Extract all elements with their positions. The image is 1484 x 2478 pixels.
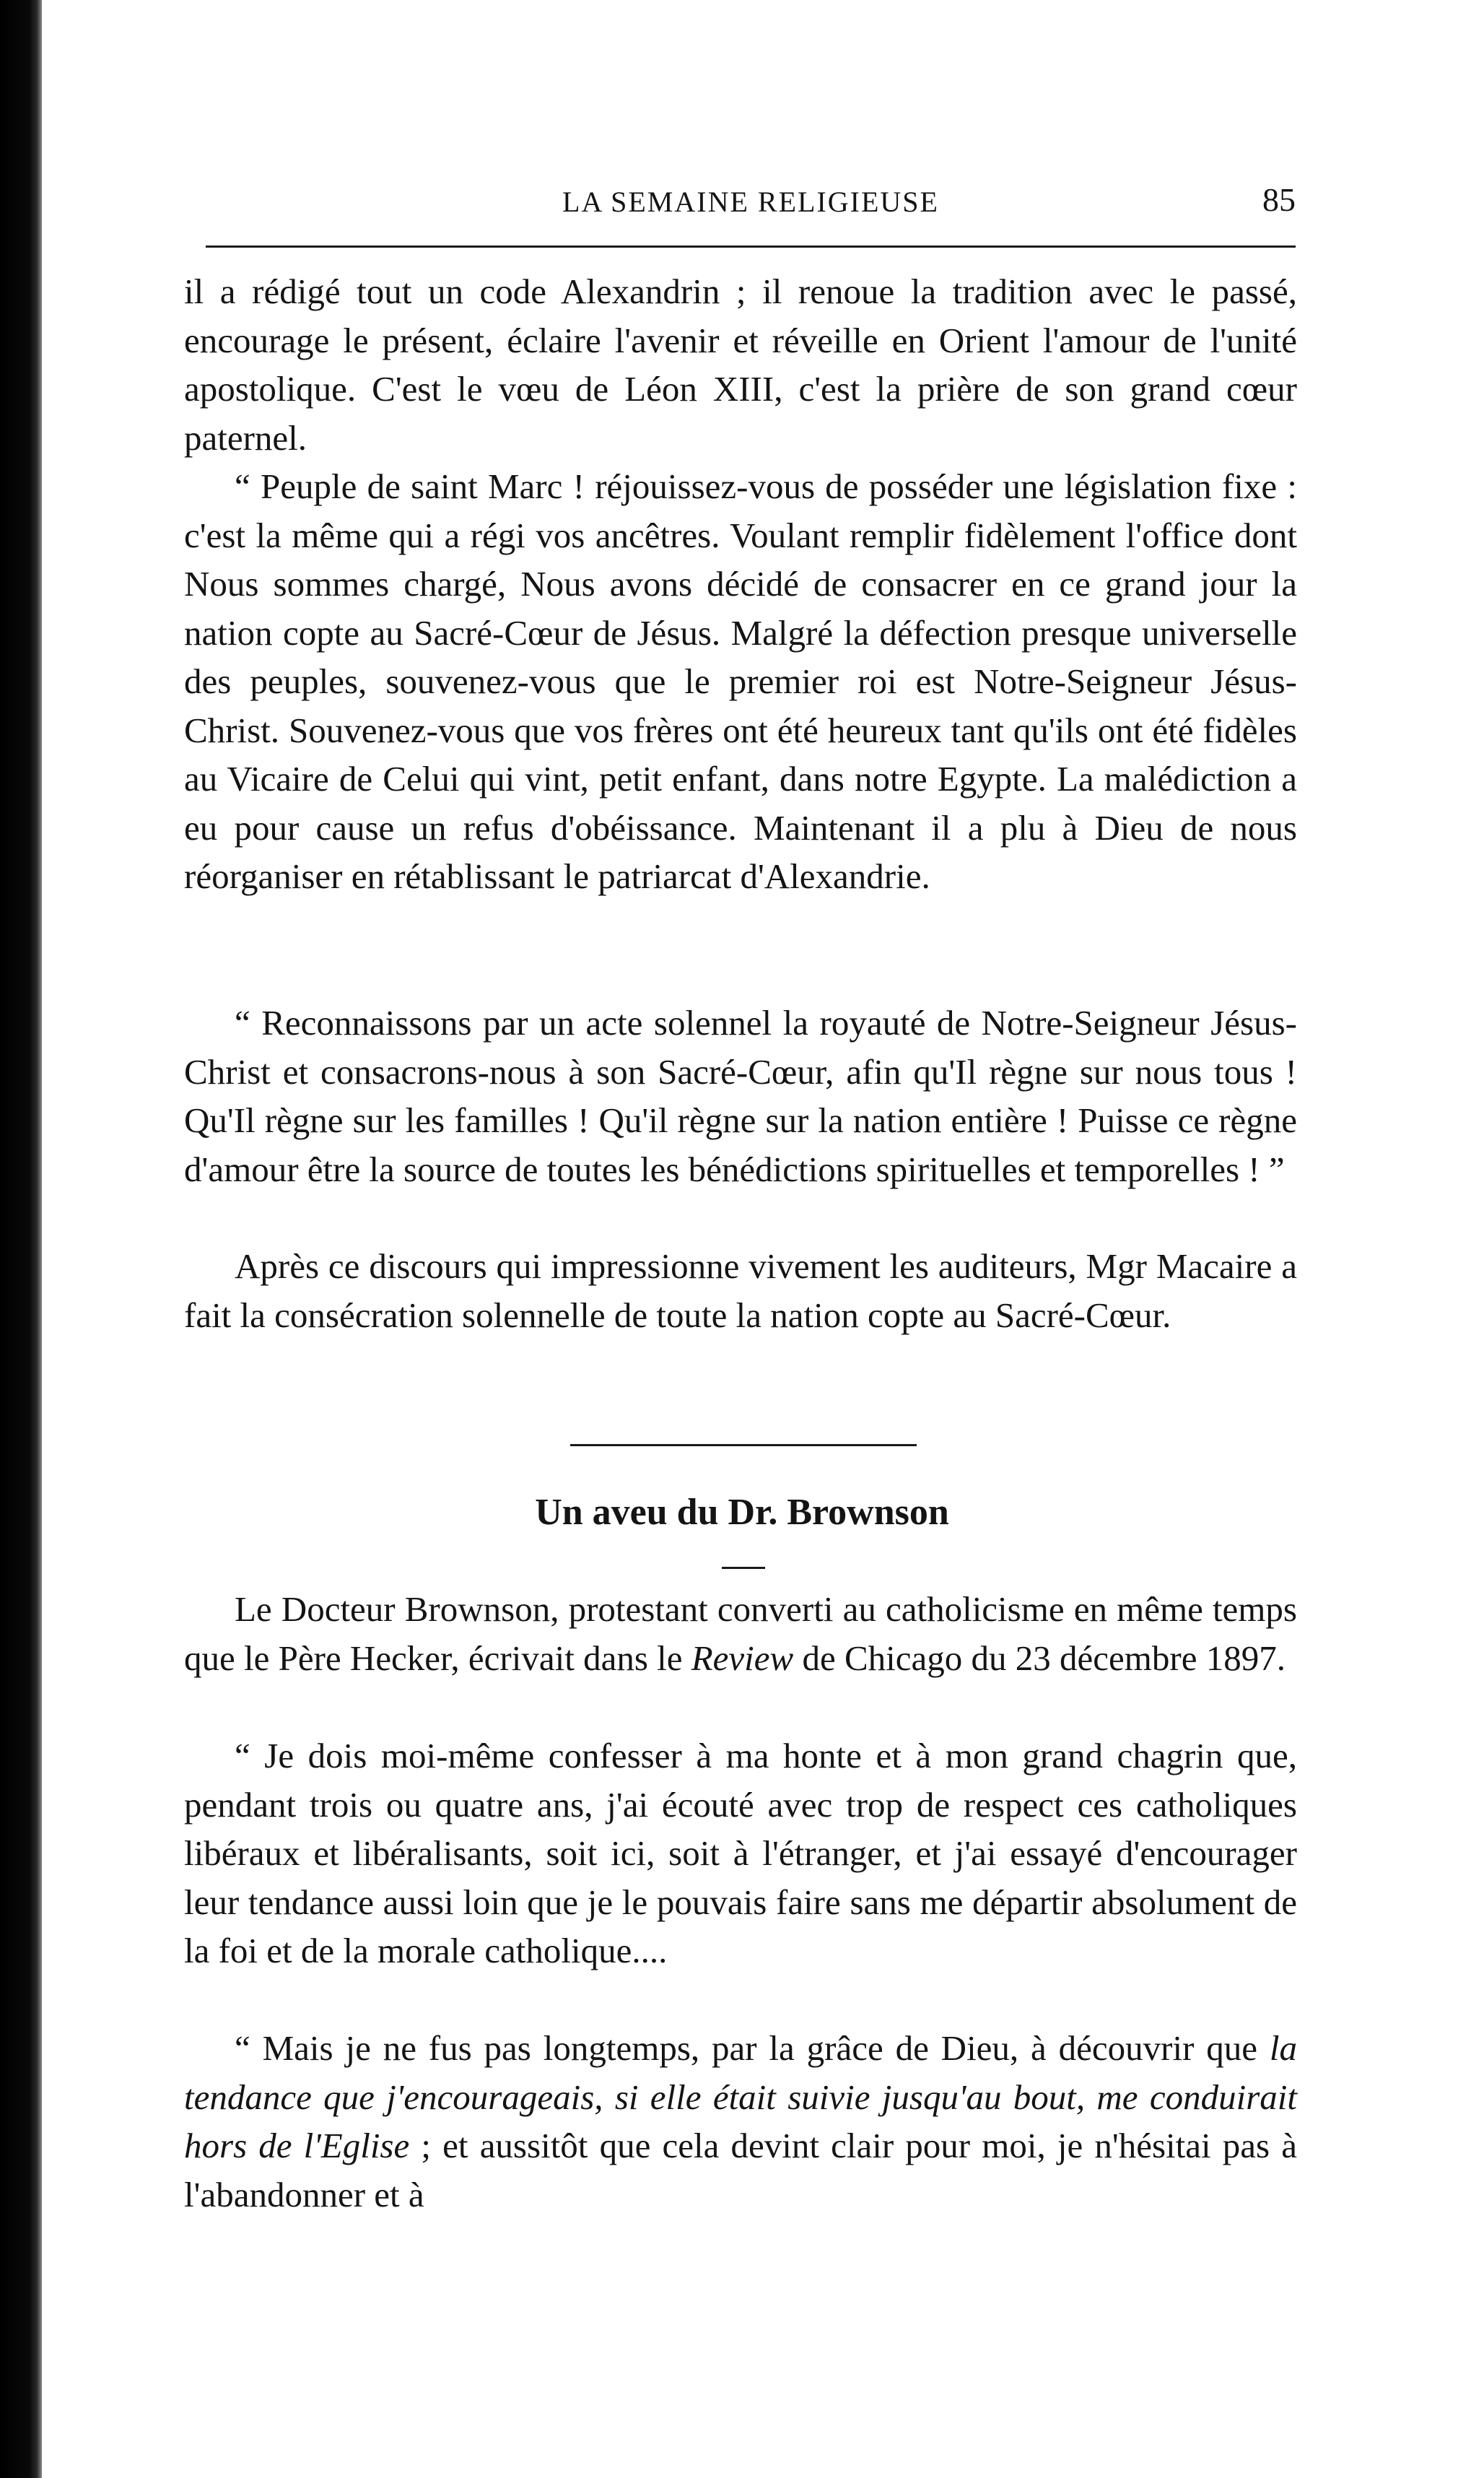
book-binding-edge — [0, 0, 42, 2478]
paragraph-continuation: il a rédigé tout un code Alexandrin ; il renoue la tradition avec le passé, encourage le présent, éclaire l'avenir et réveille en Orient l'amour de l'unité apostolique. C'est le vœu de Léon XIII, c'est la prière de son grand cœur paternel. — [184, 271, 1297, 458]
intro-text-2: de Chicago du 23 décembre 1897. — [793, 1638, 1286, 1678]
header-rule — [206, 245, 1296, 248]
review-title: Review — [691, 1638, 794, 1678]
section-title: Un aveu du Dr. Brownson — [535, 1492, 949, 1533]
quote-text-1: “ Mais je ne fus pas longtemps, par la grâce de Dieu, à découvrir que — [235, 2028, 1270, 2068]
paragraph-brownson-intro — [184, 1585, 1297, 1682]
section-divider — [570, 1444, 917, 1446]
paragraph-consecration: Après ce discours qui impressionne vivement les auditeurs, Mgr Macaire a fait la consécration solennelle de toute la nation copte au Sacré-Cœur. — [184, 1246, 1297, 1335]
quote-text-2: ; et aussitôt que cela devint clair pour moi, je n'hésitai pas à l'abandonner et à — [184, 2126, 1297, 2214]
page-header — [206, 181, 1296, 227]
intro-text-1: Le Docteur Brownson, protestant converti au catholicisme en même temps que le Père Hecker, écrivait dans le — [184, 1589, 1297, 1678]
title-dash — [722, 1567, 765, 1569]
paragraph-quote-2 — [184, 2024, 1297, 2219]
paragraph-quote-1: “ Je dois moi-même confesser à ma honte et à mon grand chagrin que, pendant trois ou quatre ans, j'ai écouté avec trop de respect ces catholiques libéraux et libéralisants, soit ici, soit à l'étranger, et j'ai essayé d'encourager leur tendance aussi loin que je le pouvais faire sans me départir absolument de la foi et de la morale catholique.... — [184, 1736, 1297, 1970]
quote-italic: la tendance que j'encourageais, si elle était suivie jusqu'au bout, me conduirait hors de l'Eglise — [184, 2028, 1297, 2165]
running-title: LA SEMAINE RELIGIEUSE — [562, 186, 939, 218]
paragraph-speech-1: “ Peuple de saint Marc ! réjouissez-vous de posséder une législation fixe : c'est la même qui a régi vos ancêtres. Voulant remplir fidèlement l'office dont Nous sommes chargé, Nous avons décidé de consacrer en ce grand jour la nation copte au Sacré-Cœur de Jésus. Malgré la défection presque universelle des peuples, souvenez-vous que le premier roi est Notre-Seigneur Jésus-Christ. Souvenez-vous que vos frères ont été heureux tant qu'ils ont été fidèles au Vicaire de Celui qui vint, petit enfant, dans notre Egypte. La malédiction a eu pour cause un refus d'obéissance. Maintenant il a plu à Dieu de nous réorganiser en rétablissant le patriarcat d'Alexandrie. — [184, 466, 1297, 896]
page-number: 85 — [1262, 181, 1296, 218]
paragraph-speech-2: “ Reconnaissons par un acte solennel la royauté de Notre-Seigneur Jésus-Christ et consacrons-nous à son Sacré-Cœur, afin qu'Il règne sur nous tous ! Qu'Il règne sur les familles ! Qu'il règne sur la nation entière ! Puisse ce règne d'amour être la source de toutes les bénédictions spirituelles et temporelles ! ” — [184, 1003, 1297, 1189]
